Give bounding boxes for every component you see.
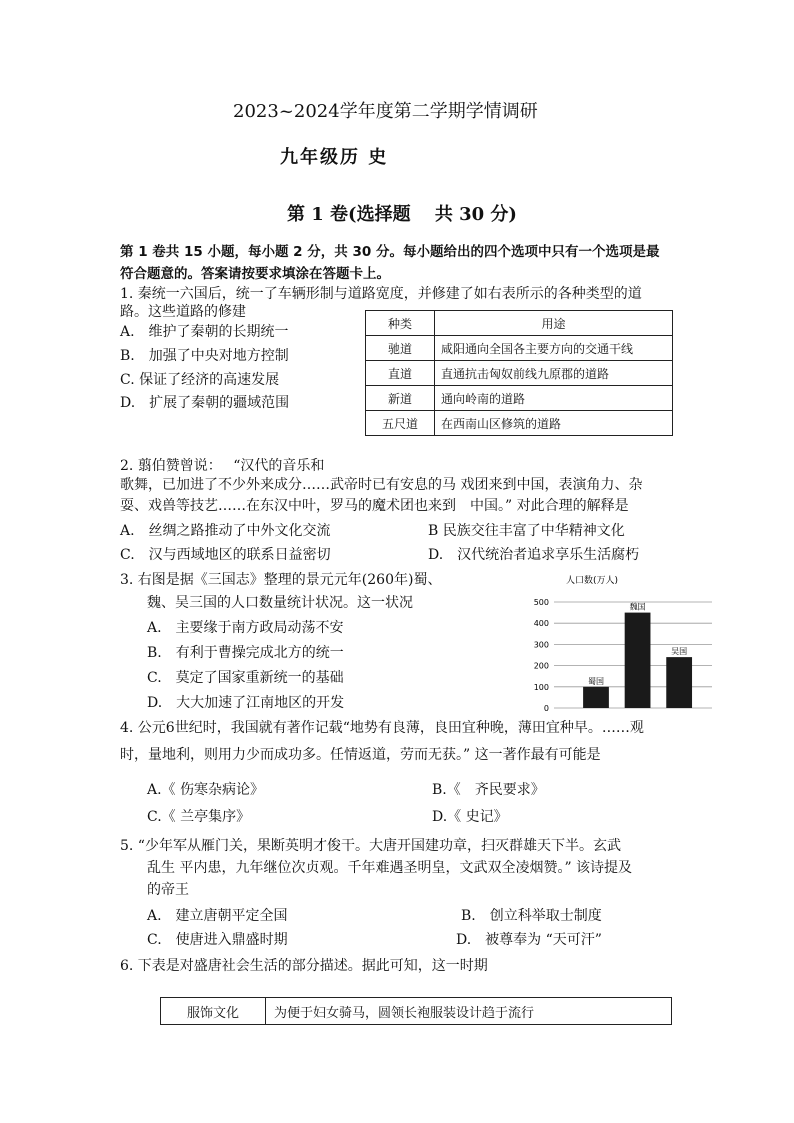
table-cell: 咸阳通向全国各主要方向的交通干线 (435, 336, 673, 361)
y-tick-label: 0 (543, 704, 549, 713)
q4-option-b: B.《 齐民要求》 (432, 782, 545, 798)
exam-title: 2023~2024学年度第二学期学情调研 (233, 101, 538, 122)
table-row (366, 386, 673, 411)
instructions-line-2: 符合题意的。答案请按要求填涂在答题卡上。 (120, 266, 390, 282)
bar-category-label: 吴国 (671, 647, 688, 657)
table-cell: 新道 (366, 386, 435, 411)
q4-stem-line-2: 时，量地利，则用力少而成功多。任情返道，劳而无获。” 这一著作最有可能是 (120, 747, 601, 763)
table-cell: 通向岭南的道路 (435, 386, 673, 411)
table-header-cell: 种类 (366, 311, 435, 336)
q1-option-d: D. 扩展了秦朝的疆域范围 (120, 395, 290, 411)
y-tick-label: 400 (533, 619, 549, 629)
q5-option-d: D. 被尊奉为 “天可汗” (456, 932, 602, 948)
q4-option-d: D.《 史记》 (432, 809, 508, 825)
table-row (366, 411, 673, 436)
table-cell: 为便于妇女骑马，圆领长袍服装设计趋于流行 (266, 998, 672, 1025)
table-row (366, 361, 673, 386)
q2-stem-line-2: 歌舞，已加进了不少外来成分……武帝时已有安息的马 戏团来到中国，表演角力、杂 (120, 477, 643, 493)
q6-stem: 6. 下表是对盛唐社会生活的部分描述。据此可知，这一时期 (120, 958, 488, 974)
q3-option-b: B. 有利于曹操完成北方的统一 (147, 645, 344, 661)
table-cell: 在西南山区修筑的道路 (435, 411, 673, 436)
table-cell: 服饰文化 (161, 998, 266, 1025)
y-tick-label: 100 (533, 682, 549, 692)
q5-stem-line-3: 的帝王 (147, 882, 189, 898)
table-cell: 五尺道 (366, 411, 435, 436)
q1-option-b: B. 加强了中央对地方控制 (120, 348, 289, 364)
bar-0 (583, 687, 609, 708)
q1-road-table (365, 310, 673, 436)
table-header-row (366, 311, 673, 336)
q3-option-a: A. 主要缘于南方政局动荡不安 (147, 620, 344, 636)
q3-stem-line-2: 魏、吴三国的人口数量统计状况。这一状况 (147, 595, 413, 611)
subject-title: 九年级历 史 (280, 147, 389, 168)
q4-option-a: A.《 伤寒杂病论》 (147, 782, 265, 798)
q4-option-c: C.《 兰亭集序》 (147, 809, 251, 825)
q5-option-b: B. 创立科举取士制度 (461, 908, 602, 924)
q3-option-d: D. 大大加速了江南地区的开发 (147, 695, 345, 711)
table-cell: 直通抗击匈奴前线九原郡的道路 (435, 361, 673, 386)
q3-stem-line-1: 3. 右图是据《三国志》整理的景元元年(260年)蜀、 (120, 572, 442, 588)
bar-category-label: 蜀国 (587, 676, 604, 686)
q1-stem-line-1: 1. 秦统一六国后，统一了车辆形制与道路宽度，并修建了如右表所示的各种类型的道 (120, 286, 642, 302)
q5-stem-line-1: 5. “少年军从雁门关，果断英明才俊干。大唐开国建功章，扫灭群雄天下半。玄武 (120, 838, 621, 854)
table-row (161, 998, 672, 1025)
q2-stem-line-3: 耍、戏兽等技艺……在东汉中叶，罗马的魔术团也来到 中国。” 对此合理的解释是 (120, 498, 629, 514)
q1-option-c: C. 保证了经济的高速发展 (120, 372, 280, 388)
bar-1 (625, 613, 651, 708)
q1-stem-line-2: 路。这些道路的修建 (120, 304, 246, 320)
y-tick-label: 200 (533, 661, 549, 671)
chart-title: 人口数(万人) (566, 576, 619, 586)
y-tick-label: 300 (533, 640, 549, 650)
q3-option-c: C. 莫定了国家重新统一的基础 (147, 670, 344, 686)
table-cell: 直道 (366, 361, 435, 386)
q5-option-c: C. 使唐进入鼎盛时期 (147, 932, 288, 948)
bar-2 (666, 657, 692, 708)
instructions-line-1: 第 1 卷共 15 小题，每小题 2 分，共 30 分。每小题给出的四个选项中只有一个选项是最 (120, 244, 660, 260)
y-tick-label: 500 (533, 598, 549, 607)
table-row (366, 336, 673, 361)
q1-option-a: A. 维护了秦朝的长期统一 (120, 324, 289, 340)
q2-stem-line-1: 2. 翦伯赞曾说： “汉代的音乐和 (120, 458, 325, 474)
q2-option-d: D. 汉代统治者追求享乐生活腐朽 (428, 547, 640, 563)
q2-option-a: A. 丝绸之路推动了中外文化交流 (120, 523, 331, 539)
population-bar-chart (520, 568, 720, 718)
table-header-cell: 用途 (435, 311, 673, 336)
table-cell: 驰道 (366, 336, 435, 361)
section-title: 第 1 卷(选择题 共 30 分) (287, 204, 517, 225)
q4-stem-line-1: 4. 公元6世纪时，我国就有著作记载“地势有良薄，良田宜种晚，薄田宜种早。……观 (120, 720, 644, 736)
q2-option-c: C. 汉与西域地区的联系日益密切 (120, 547, 331, 563)
q2-option-b: B 民族交往丰富了中华精神文化 (428, 523, 625, 539)
q5-option-a: A. 建立唐朝平定全国 (147, 908, 288, 924)
q5-stem-line-2: 乱生 平内患，九年继位次贞观。千年难遇圣明皇，文武双全凌烟赞。” 该诗提及 (147, 860, 633, 876)
bar-category-label: 魏国 (629, 602, 646, 612)
q6-life-table (160, 997, 672, 1025)
